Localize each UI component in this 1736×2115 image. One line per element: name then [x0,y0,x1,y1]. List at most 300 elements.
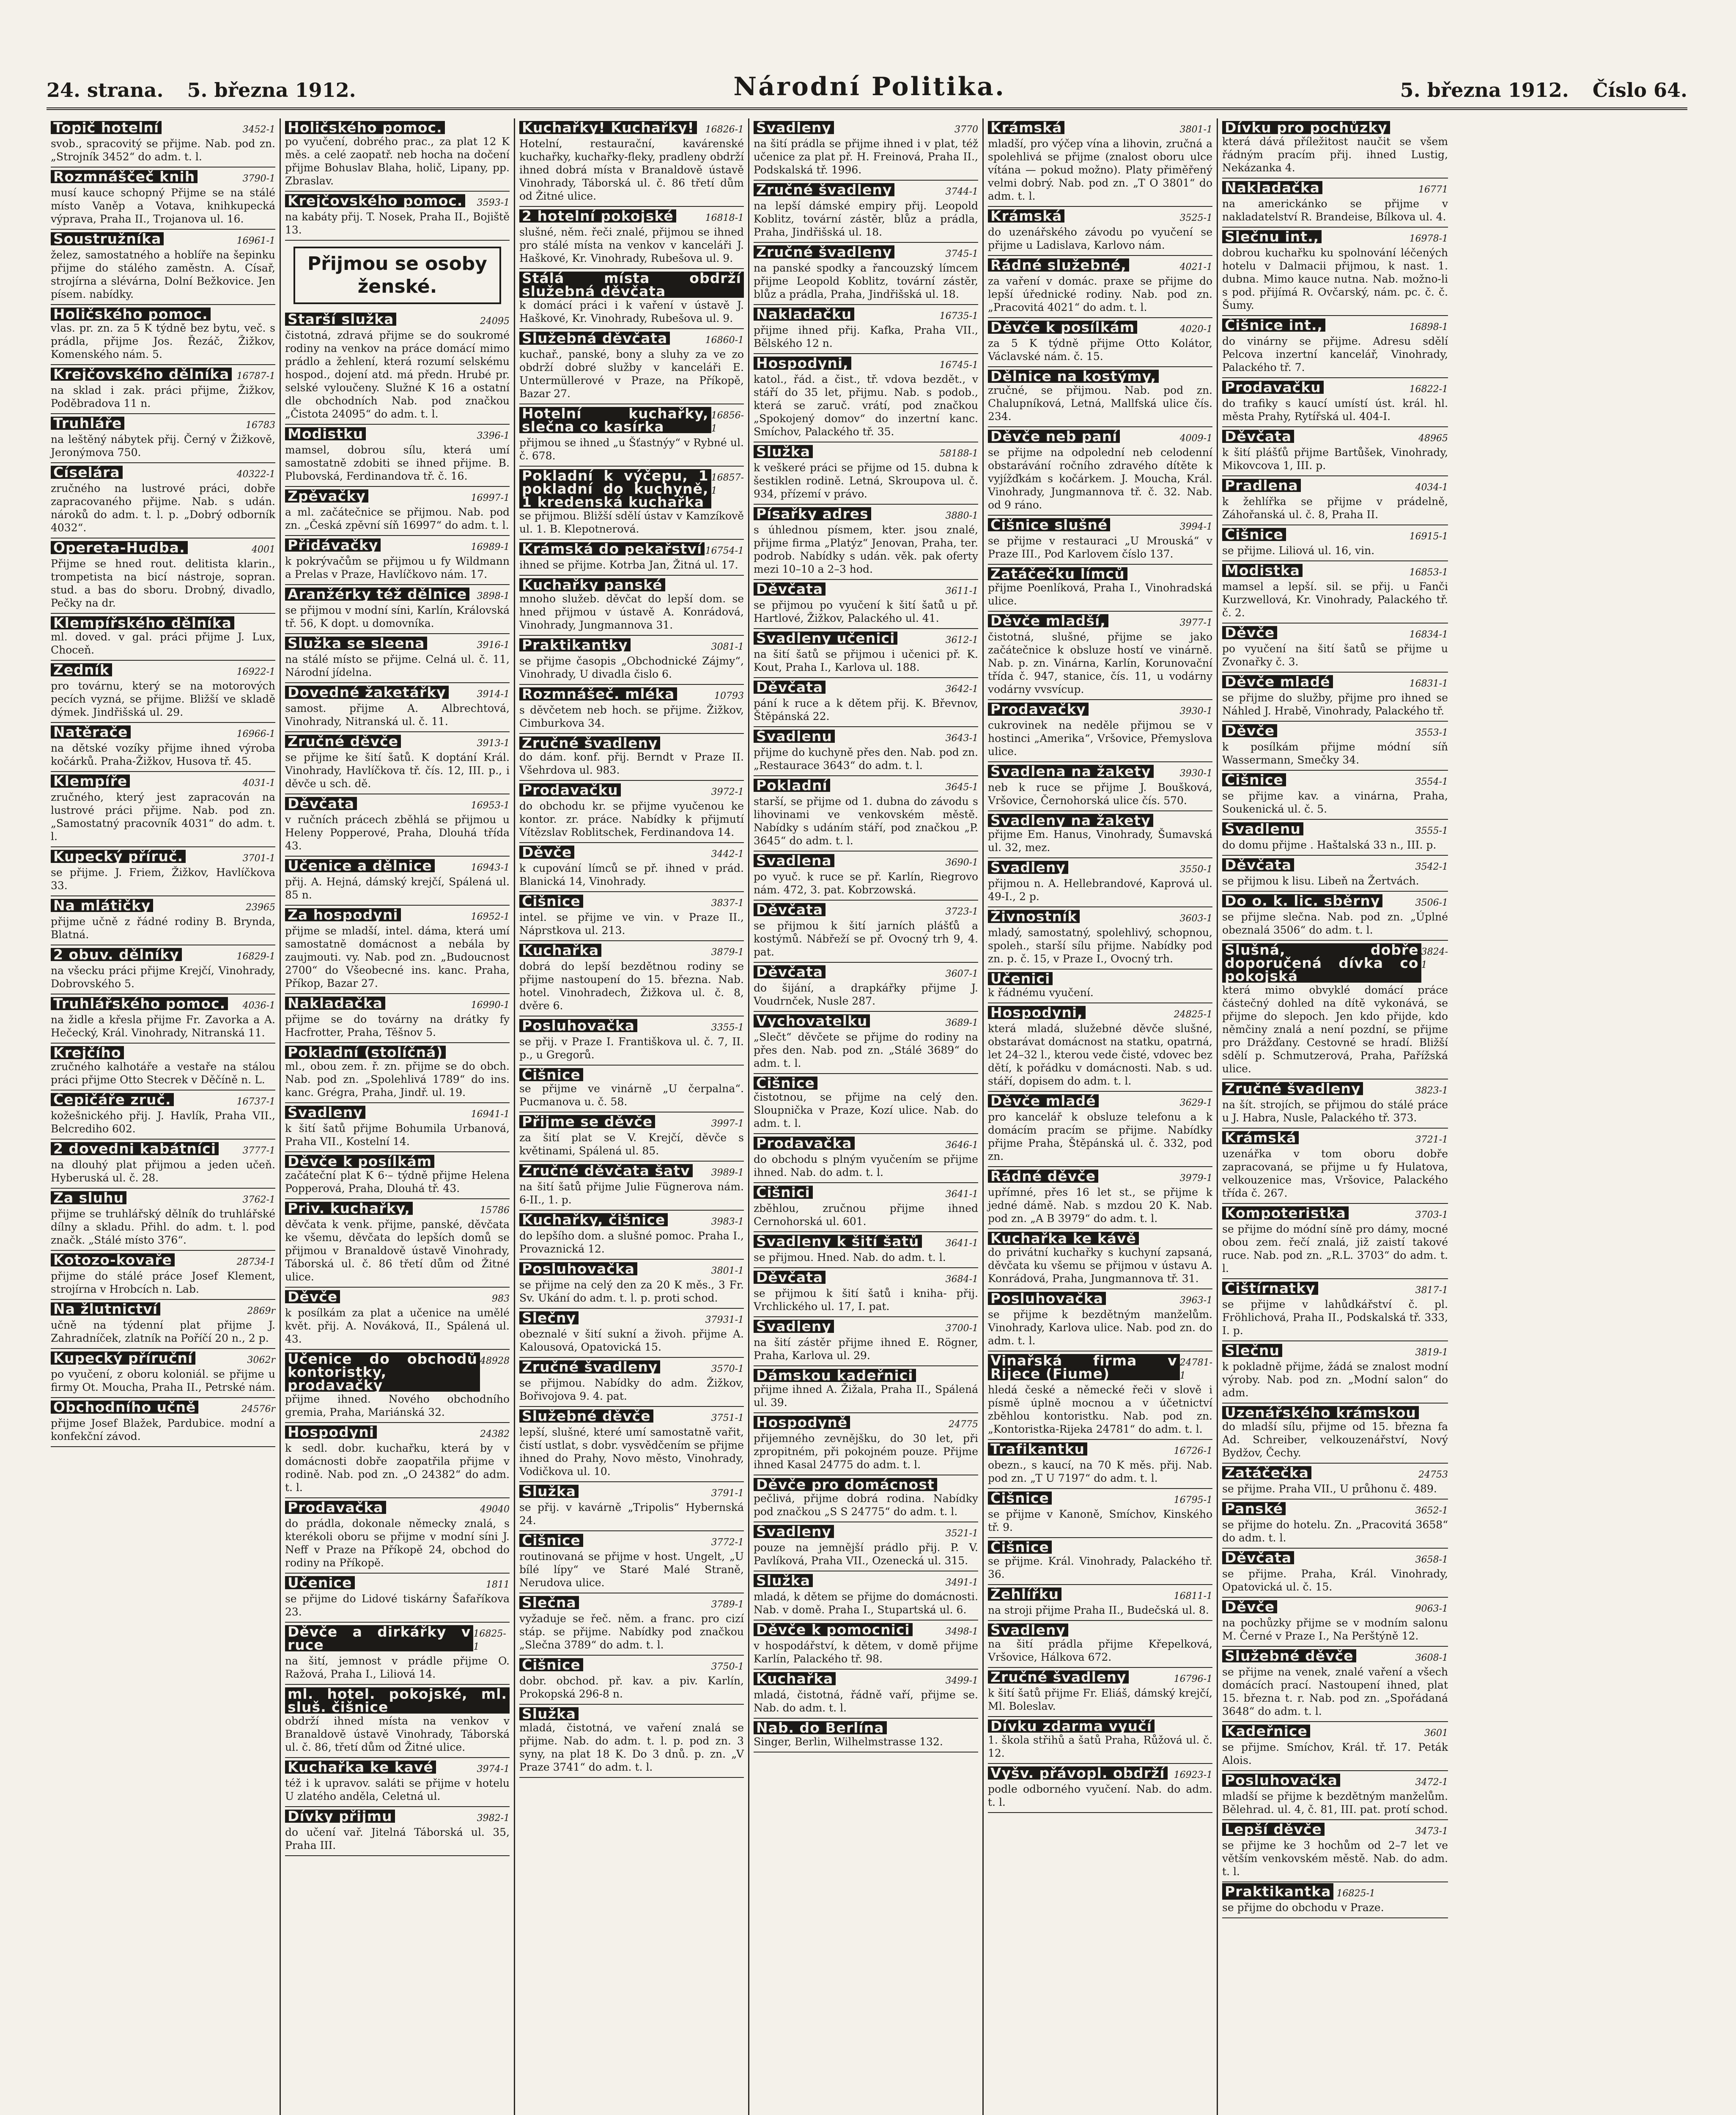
ad-heading [754,582,978,598]
ad-title: Děvče k posílkám [285,1155,434,1168]
ad-body: v hospodářství, k dětem, v domě přijme Karlín, Palackého tř. 98. [754,1640,978,1665]
ad-title: Služka [754,1574,813,1587]
ad-body: obezn., s kaucí, na 70 K měs. přij. Nab. pod zn. „T U 7197“ do adm. t. l. [988,1459,1212,1484]
ad-code: 3641-1 [945,1189,978,1200]
ad-code: 3703-1 [1415,1210,1448,1220]
ad-heading [988,814,1212,827]
classified-ad [285,192,510,241]
ad-body: přij. A. Hejná, dámský krejčí, Spálená ul. 85 n. [285,876,510,901]
ad-body: po vyučení na šití šatů se přijme u Zvonařky č. 3. [1222,643,1448,668]
ad-body: kožešnického přij. J. Havlík, Praha VII., Belcrediho 602. [51,1110,275,1135]
ad-body: se přij. v kavárně „Tripolis“ Hybernská 24. [519,1501,744,1527]
ad-title: Holičského pomoc. [51,308,211,321]
ad-heading [988,1442,1212,1458]
ad-body: dobrá do lepší bezdětnou rodiny se přijme nastoupení do 15. března. Nab. hotel. Vinohradech, Žižkova ul. č. 8, dvěre 6. [519,960,744,1012]
ad-code: 3721-1 [1415,1134,1448,1145]
classified-ad [754,1571,978,1621]
ad-heading [754,308,978,323]
ad-code: 4001 [252,544,275,555]
ad-heading [988,1094,1212,1110]
classified-ad [988,1167,1212,1229]
newspaper-page [47,63,1687,2115]
ad-title: Posluhovačka [1222,1774,1340,1787]
ad-body: dobrou kuchařku ku spolnování léčených hotelu v Dalmacii přijmou, k nast. 1. dubna. Mimo kauce nutna. Nab. možno-li s pod. přijímá R. Ovčarský, nám. pc. č. č. Šumy. [1222,247,1448,311]
classified-ad [51,118,275,168]
ad-title: Zatáčečku límců [988,567,1127,580]
ad-heading [988,910,1212,925]
ad-title: Kuchařka ke kávě [988,1232,1139,1245]
classified-ad [285,118,510,192]
ad-code: 10793 [714,691,744,701]
classified-ad [988,700,1212,762]
ad-heading [1222,773,1448,788]
ad-title: Čepičáře zruč. [51,1093,174,1106]
classified-ad [51,945,275,994]
ad-body: se přijme v restauraci „U Mrouská“ v Praze III., Pod Karlovem číslo 137. [988,535,1212,560]
classified-ad [988,1092,1212,1167]
classified-ad [754,727,978,776]
ad-code: 16857-1 [711,472,744,496]
ad-body: na americkánko se přijme v nakladatelství R. Brandeise, Bílkova ul. 4. [1222,198,1448,223]
ad-body: se přijme na venek, znalé vaření a všech domácích prací. Nastoupení ihned, plat 15. března t. r. Nab. pod zn. „Spořádaná 3648“ do adm. t. l. [1222,1666,1448,1717]
ad-body: a ml. začátečnice se přijmou. Nab. pod zn. „Česká zpěvní síň 16997“ do adm. t. l. [285,506,510,531]
ad-code: 3777-1 [242,1145,275,1156]
ad-code: 1811 [486,1579,510,1590]
classified-ad [51,1300,275,1349]
ad-title: Učenice do obchodů kontoristky, prodavačky [285,1352,480,1392]
ad-body: upřímné, přes 16 let st., se přijme k jedné dámě. Nab. s mzdou 20 K. Nab. pod zn. „A B 3979“ do adm. t. l. [988,1186,1212,1225]
ad-heading [51,899,275,914]
ad-title: Hospodyni, [988,1006,1086,1019]
ad-title: Kompoteristka [1222,1206,1349,1220]
ad-title: Slušná, dobře doporučená dívka co pokojská [1222,943,1421,983]
ad-title: Posluhovačka [519,1019,637,1032]
classified-ad [754,1522,978,1571]
ad-body: zručné, se přijmou. Nab. pod zn. Chalupníková, Letná, Mallfská ulice čís. 234. [988,384,1212,423]
classified-ad [988,1229,1212,1289]
classified-ad [754,181,978,243]
ad-body: v ručních prácech zběhlá se přijmou u Heleny Popperové, Praha, Dlouhá třída 43. [285,813,510,852]
ad-heading [1222,1466,1448,1481]
ad-code: 3880-1 [945,511,978,521]
ad-code: 3791-1 [711,1488,744,1499]
ad-body: musí kauce schopný Přijme se na stálé místo Vaněp a Votava, knihkupecká výprava, Praha II., Trojanova ul. 16. [51,187,275,225]
classified-ad [51,1398,275,1447]
ad-title: Kuchařka ke kavé [285,1761,436,1774]
classified-ad [1222,722,1448,771]
ad-title: Děvčata [754,1271,825,1284]
ad-body: ihned se přijme. Kotrba Jan, Žitná ul. 17. [519,559,738,571]
ad-title: Kupecký příruč. [51,850,186,863]
classified-ad [285,1685,510,1758]
ad-code: 48928 [480,1356,510,1366]
ad-body: po vyuč. k ruce se př. Karlín, Riegrovo nám. 472, 3. pat. Kobrzowská. [754,871,978,896]
ad-title: Modistku [285,427,366,440]
ad-body: cukrovinek na neděle přijmou se v hostinci „Amerika“, Vršovice, Přemyslova ulice. [988,719,1212,758]
ad-body: přijmou n. A. Hellebrandové, Kaprová ul. 49-I., 2 p. [988,877,1212,903]
classified-ad [519,685,744,734]
ad-body: uzenářka v tom oboru dobře zapracovaná, se přijme u fy Hulatova, velkouzenice mas, Vršovice, Palackého třída č. 267. [1222,1148,1448,1199]
ad-heading [988,1623,1212,1637]
ad-code: 3629-1 [1179,1098,1212,1108]
ad-heading [1222,675,1448,690]
classified-ad [519,636,744,685]
ad-code: 3801-1 [1179,124,1212,135]
ad-body: se přijmou v modní síni, Karlín, Královská tř. 56, K dopt. u domovníka. [285,604,510,629]
ad-code: 3646-1 [945,1140,978,1151]
ad-title: Živnostník [988,910,1080,923]
classified-ad [754,1012,978,1074]
ad-body: do trafiky s kaucí umístí úst. král. hl. města Prahy, Rytířská ul. 404-I. [1222,397,1448,423]
ad-code: 3684-1 [945,1274,978,1285]
ad-heading [1222,943,1448,983]
ad-title: Služebné děvče [519,1409,653,1423]
classified-ad [519,1066,744,1112]
ad-code: 3498-1 [945,1626,978,1637]
classified-ad [519,1211,744,1260]
ad-title: Služka se sleena [285,637,427,650]
ad-body: na kabáty přij. T. Nosek, Praha II., Bojiště 13. [285,211,510,236]
classified-ad [1222,1404,1448,1464]
classified-ad [1222,228,1448,316]
classified-ad [1222,1820,1448,1882]
ad-title: Děvče k posílkám [988,321,1137,334]
classified-ad [51,168,275,230]
ad-title: Učenice a dělnice [285,859,435,872]
ad-heading [754,1672,978,1687]
ad-body: pro kancelář k obsluze telefonu a k domácím pracím se přijme. Nabídky přijme Praha, Štěpánská ul. č. 332, pod zn. [988,1111,1212,1162]
ad-title: Praktikantka [1222,1883,1333,1900]
ad-heading [988,1354,1212,1382]
ad-heading [519,1534,744,1549]
ad-code: 3062r [247,1355,275,1365]
ad-title: Děvče [1222,724,1277,737]
ad-title: Švadleny [988,861,1068,874]
ad-heading [285,637,510,652]
ad-body: se přijmou k šití šatů i kniha- přij. Vrchlického ul. 17, I. pat. [754,1287,978,1313]
ad-body: do vinárny se přijme. Adresu sdělí Pelcova inzertní kancelář, Vinohrady, Palackého tř. 7. [1222,335,1448,374]
ad-title: Pradlena [1222,479,1301,492]
ad-title: Děvčata [1222,430,1294,443]
ad-code: 16860-1 [705,335,744,346]
ad-code: 3772-1 [711,1537,744,1548]
ad-title: Čišnice [988,1491,1052,1505]
classified-ad [988,367,1212,427]
ad-heading [519,332,744,347]
classified-ad [988,1668,1212,1717]
ad-body: se přijme. J. Friem, Žižkov, Havlíčkova 33. [51,866,275,892]
ad-title: Učenice [285,1576,355,1589]
ad-title: Čišnice slušné [988,518,1110,531]
classified-ad [754,901,978,963]
ad-heading [519,1115,744,1130]
classified-ad [1222,1598,1448,1647]
ad-heading [1222,822,1448,838]
ad-heading [285,1202,510,1217]
ad-title: Nakladačku [754,308,854,321]
classified-ad [519,1482,744,1531]
ad-heading [285,313,510,328]
ad-title: Služebné děvče [1222,1649,1356,1662]
classified-column [749,118,984,2115]
classified-ad [519,734,744,781]
ad-body: mamsel, dobrou sílu, která umí samostatně zdobiti se ihned přijme. B. Plubovská, Ferdinandova tř. č. 16. [285,444,510,482]
ad-body: se přijme v Kanoně, Smíchov, Kinského tř. 9. [988,1508,1212,1533]
ad-title: Švadlenu [754,730,835,743]
ad-title: Zedník [51,663,112,676]
ad-code: 3442-1 [711,849,744,860]
ad-heading [1222,1725,1448,1740]
ad-heading [1222,381,1448,396]
ad-title: 2 obuv. dělníky [51,948,182,961]
classified-ad [1222,378,1448,427]
classified-ad [1222,1771,1448,1820]
ad-code: 16961-1 [236,236,275,246]
ad-heading [988,765,1212,780]
ad-body: se přijme. Smíchov, Král. tř. 17. Peták Alois. [1222,1741,1448,1766]
ad-code: 3963-1 [1179,1295,1212,1306]
ad-title: Švadlenu [1222,822,1303,835]
ad-heading [285,1501,510,1516]
classified-ad [519,1358,744,1407]
classified-ad [1222,316,1448,378]
ad-body: do mladší sílu, přijme od 15. března fa Ad. Schreiber, velkouzenářství, Nový Bydžov, Čechy. [1222,1420,1448,1459]
classified-ad [1222,1647,1448,1722]
classified-ad [519,1593,744,1656]
classified-ad [519,843,744,892]
ad-body: podle odborného vyučení. Nab. do adm. t. l. [988,1783,1212,1808]
ad-body: intel. se přijme ve vin. v Praze II., Náprstkova ul. 213. [519,911,744,937]
ad-heading [988,972,1212,985]
ad-body: na šití prádla přijme Křepelková, Vršovice, Hálkova 672. [988,1638,1212,1663]
ad-body: do dám. konf. přij. Berndt v Praze II. Všehrdova ul. 983. [519,751,744,776]
ad-heading [519,1068,744,1081]
ad-title: Holičského pomoc. [285,121,445,134]
classified-ad [1222,179,1448,228]
ad-title: Švadlena [754,854,834,867]
ad-heading [754,1271,978,1286]
classified-ad [988,516,1212,565]
ad-title: Zručné švadleny [1222,1082,1363,1095]
classified-ad [519,118,744,207]
ad-heading [754,1478,978,1491]
ad-title: Topič hotelní [51,121,162,134]
ad-code: 16825-1 [1333,1888,1375,1899]
ad-body: přijme se truhlářský dělník do truhlářské dílny a skladu. Přihl. do adm. t. l. pod značk. „Stálé místo 376“. [51,1208,275,1246]
ad-title: Do o. k. lic. sběrny [1222,894,1382,907]
ad-heading [519,1409,744,1425]
classified-ad [285,1623,510,1685]
classified-ad [519,404,744,467]
classified-ad [1222,673,1448,722]
ad-title: Služka [754,445,813,458]
masthead: Národní Politika. [733,72,1006,102]
ad-heading [285,735,510,750]
ad-code: 4009-1 [1179,433,1212,444]
ad-code: 3355-1 [711,1022,744,1033]
ad-body: se přijme. Praha, Král. Vinohrady, Opatovická ul. č. 15. [1222,1568,1448,1593]
ad-title: Učenici [988,972,1053,985]
ad-code: 48965 [1418,433,1448,444]
ad-code: 3723-1 [945,906,978,917]
classified-ad [285,1152,510,1199]
ad-heading [285,1576,510,1591]
ad-heading [754,445,978,460]
classified-ad [1222,476,1448,525]
ad-title: Rozmnáščeč knih [51,170,197,183]
ad-heading [1222,1082,1448,1097]
ad-heading [1222,528,1448,543]
ad-code: 3645-1 [945,782,978,793]
ad-code: 4020-1 [1179,324,1212,335]
classified-column [1218,118,1452,2115]
ad-body: do prádla, dokonale německy znalá, s kterékoli oboru se přijme v modní síni J. Neff v Praze na Příkopě 24, obchod do rodiny na Příkopě. [285,1517,510,1569]
classified-ad [754,1719,978,1752]
ad-body: k šití šatů přijme Fr. Eliáš, dámský krejčí, Ml. Boleslav. [988,1687,1212,1712]
ad-title: Děvče [519,846,574,859]
ad-title: Za hospodyni [285,908,401,921]
ad-title: Služebná děvčata [519,332,670,345]
ad-heading [51,232,275,247]
ad-heading [754,965,978,981]
ad-code: 3879-1 [711,947,744,958]
ad-title: Krámská [988,121,1064,134]
classified-ad [51,1140,275,1189]
ad-body: na všecku práci přijme Krejčí, Vinohrady, Dobrovského 5. [51,964,275,990]
issue-number: Číslo 64. [1592,79,1687,102]
ad-code: 3745-1 [945,249,978,259]
ad-code: 16966-1 [236,729,275,739]
ad-title: Panské [1222,1502,1286,1515]
ad-heading [754,357,978,372]
ad-code: 3997-1 [711,1118,744,1129]
ad-heading [988,430,1212,445]
ad-title: Děvče mladé [1222,675,1333,688]
ad-code: 28734-1 [236,1257,275,1267]
classified-ad [51,1349,275,1398]
ad-title: Čišnice int., [1222,319,1325,332]
ad-title: Čišnice [1222,528,1286,541]
ad-code: 16795-1 [1174,1495,1212,1505]
ad-title: Zručné švadleny [988,1670,1129,1684]
classified-ad [1222,1464,1448,1500]
ad-heading [51,725,275,741]
classified-ad [285,1423,510,1498]
ad-body: „Slečt“ děvčete se přijme do rodiny na přes den. Nab. pod zn. „Stálé 3689“ do adm. t. l. [754,1031,978,1069]
classified-ad [754,963,978,1012]
ad-code: 3982-1 [477,1813,510,1824]
ad-code: 4031-1 [242,778,275,788]
ad-body: mladý, samostatný, spolehlivý, schopnou, spoleh., starší sílu přijme. Nabídky pod zn. p. č. 15, v Praze I., Ovocný trh. [988,926,1212,965]
ad-heading [51,1046,275,1059]
ad-code: 3989-1 [711,1167,744,1178]
ad-heading [988,209,1212,225]
ad-body: začáteční plat K 6·– týdně přijme Helena Popperová, Praha, Dlouhá tř. 43. [285,1169,510,1195]
ad-heading [51,417,275,432]
classified-ad [754,1317,978,1366]
classified-column [984,118,1218,2115]
ad-title: Vinařská firma v Rijece (Fiume) [988,1354,1180,1380]
ad-title: Děvče mladé [988,1094,1099,1107]
ad-title: Kadeřnice [1222,1725,1310,1738]
ad-code: 3641-1 [945,1238,978,1249]
ad-heading [519,1311,744,1327]
ad-heading [1222,724,1448,739]
ad-body: se přijmou k šití jarních plášťů a kostýmů. Nábřeží se př. Ovocný trh 9, 4. pat. [754,920,978,958]
ad-heading [51,368,275,383]
ad-title: Čišnice [519,895,583,908]
classified-ad [51,772,275,847]
ad-body: se přijme ke 3 hochům od 2–7 let ve větším venkovském městě. Nab. do adm. t. l. [1222,1839,1448,1878]
ad-heading [754,681,978,696]
ad-code: 3972-1 [711,787,744,797]
ad-heading [988,1766,1212,1782]
ad-code: 4036-1 [242,1000,275,1011]
classified-ad [1222,1204,1448,1279]
ad-heading [1222,1502,1448,1517]
ad-title: Slečny [519,1311,579,1324]
ad-title: Děvče neb paní [988,430,1120,443]
classified-ad [285,1103,510,1152]
ad-body: s děvčetem neb hoch. se přijme. Žižkov, Cimburkova 34. [519,704,744,729]
ad-body: do privátní kuchařky s kuchyní zapsaná, děvčata ku všemu se přijmou v ústavu A. Konrádová, Praha, Jungmannova tř. 31. [988,1246,1212,1285]
ad-heading [988,567,1212,580]
ad-body: přijme ihned A. Žižala, Praha II., Spálená ul. 39. [754,1383,978,1409]
ad-body: pouze na jemnější prádlo přij. P. V. Pavlíková, Praha VII., Ozenecká ul. 315. [754,1541,978,1567]
ad-body: která mimo obvyklé domácí práce částečný dohled na dítě vykonává, se přijme do slepoch. Jen kdo přijde, kdo němčiny znalá a není pozdní, se přijme pro Drážďany. Cestovné se hradí. Bližší sdělí p. Schmutzerová, Praha, Pařížská ulice. [1222,984,1448,1075]
ad-code: 4021-1 [1179,262,1212,272]
ad-body: katol., řád. a čist., tř. vdova bezdět., v stáří do 35 let, přijmu. Nab. s podob., která se zaruč. vrátí, pod značkou „Spokojený domov“ do inzertní kanc. Smíchov, Palackého tř. 35. [754,373,978,438]
ad-heading [51,663,275,678]
ad-title: Krámská do pekařství [519,542,705,555]
ad-heading [285,1426,510,1441]
ad-title: Děvče mladší, [988,614,1108,627]
ad-body: k šití šatů přijme Bohumila Urbanová, Praha VII., Kostelní 14. [285,1122,510,1148]
ad-title: Dívku pro pochůzky [1222,121,1390,134]
ad-heading [519,944,744,959]
ad-title: Rozmnášeč. mléka [519,687,677,700]
ad-title: Řádné služebné, [988,258,1129,272]
ad-title: Krejčovského dělníka [51,368,232,381]
ad-body: pání k ruce a k dětem přij. K. Břevnov, Štěpánská 22. [754,697,978,722]
ad-title: Čišnice [988,1541,1052,1554]
ad-title: Prodavačku [519,783,621,797]
ad-heading [1222,858,1448,873]
classified-ad [988,565,1212,612]
ad-title: Za sluhu [51,1191,126,1204]
ad-heading [1222,1206,1448,1222]
classified-ad [1222,1129,1448,1204]
ad-code: 3612-1 [945,635,978,645]
ad-code: 16834-1 [1409,629,1448,640]
ad-code: 16825-1 [473,1629,506,1652]
ad-body: dobr. obchod. př. kav. a piv. Karlín, Prokopská 296-8 n. [519,1675,744,1700]
classified-ad [1222,1549,1448,1598]
classified-ad [988,1717,1212,1764]
ad-title: Natěrače [51,725,131,739]
ad-title: Čišnice [754,1077,817,1090]
ad-code: 983 [492,1294,510,1304]
ad-heading [1222,564,1448,579]
ad-heading [285,427,510,442]
ad-heading [519,895,744,910]
ad-code: 37931-1 [705,1315,744,1325]
ad-title: Krejčovského pomoc. [285,194,465,207]
ad-body: želez, samostatného a hoblíře na šepinku přijme do stálého zaměstn. A. Císař, strojírna a slévárna, Dolní Bežkovice. Jen písem. nabídky. [51,249,275,300]
ad-code: 3994-1 [1179,522,1212,532]
ad-body: na dětské vozíky přijme ihned výroba kočárků. Praha-Žižkov, Husova tř. 45. [51,742,275,767]
classified-ad [988,1289,1212,1351]
